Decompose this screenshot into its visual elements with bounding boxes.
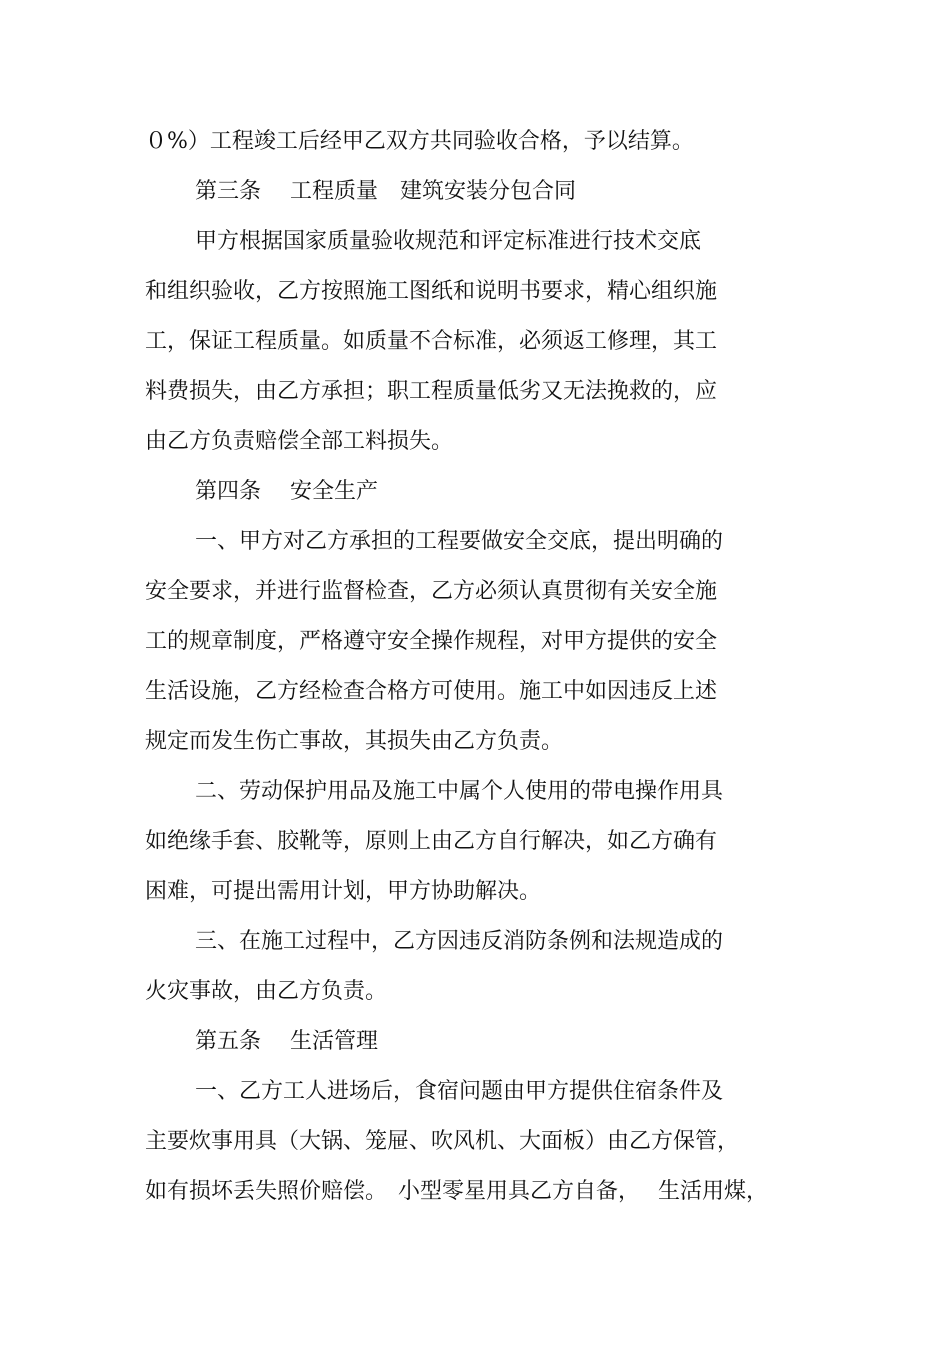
text-line: 火灾事故，由乙方负责。 [145,979,388,1004]
text-line: 料费损失，由乙方承担；职工程质量低劣又无法挽救的，应 [145,379,718,404]
text-line: 生活设施，乙方经检查合格方可使用。施工中如因违反上述 [145,679,718,704]
text-line: 一、甲方对乙方承担的工程要做安全交底，提出明确的 [195,529,724,554]
text-line: 一、乙方工人进场后，食宿问题由甲方提供住宿条件及 [195,1079,724,1104]
text-line: 如绝缘手套、胶靴等，原则上由乙方自行解决，如乙方确有 [145,829,718,854]
text-line: 困难，可提出需用计划，甲方协助解决。 [145,879,542,904]
article-heading: 第四条 安全生产 [195,479,378,504]
text-line: 三、在施工过程中，乙方因违反消防条例和法规造成的 [195,929,724,954]
text-line: 工的规章制度，严格遵守安全操作规程，对甲方提供的安全 [145,629,718,654]
text-line: 规定而发生伤亡事故，其损失由乙方负责。 [145,729,564,754]
text-line: 甲方根据国家质量验收规范和评定标准进行技术交底 [195,229,702,254]
article-heading: 第五条 生活管理 [195,1029,378,1054]
article-heading: 第三条 工程质量 建筑安装分包合同 [195,179,576,204]
text-line: 和组织验收，乙方按照施工图纸和说明书要求，精心组织施 [145,279,718,304]
text-line: ０%）工程竣工后经甲乙双方共同验收合格，予以结算。 [145,129,694,154]
text-line: 安全要求，并进行监督检查，乙方必须认真贯彻有关安全施 [145,579,718,604]
text-line: 工，保证工程质量。如质量不合标准，必须返工修理，其工 [145,329,718,354]
text-line: 二、劳动保护用品及施工中属个人使用的带电操作用具 [195,779,724,804]
text-line: 主要炊事用具（大锅、笼屉、吹风机、大面板）由乙方保管， [145,1129,740,1154]
text-line: 如有损坏丢失照价赔偿。 小型零星用具乙方自备， 生活用煤， [145,1179,768,1204]
text-line: 由乙方负责赔偿全部工料损失。 [145,429,454,454]
